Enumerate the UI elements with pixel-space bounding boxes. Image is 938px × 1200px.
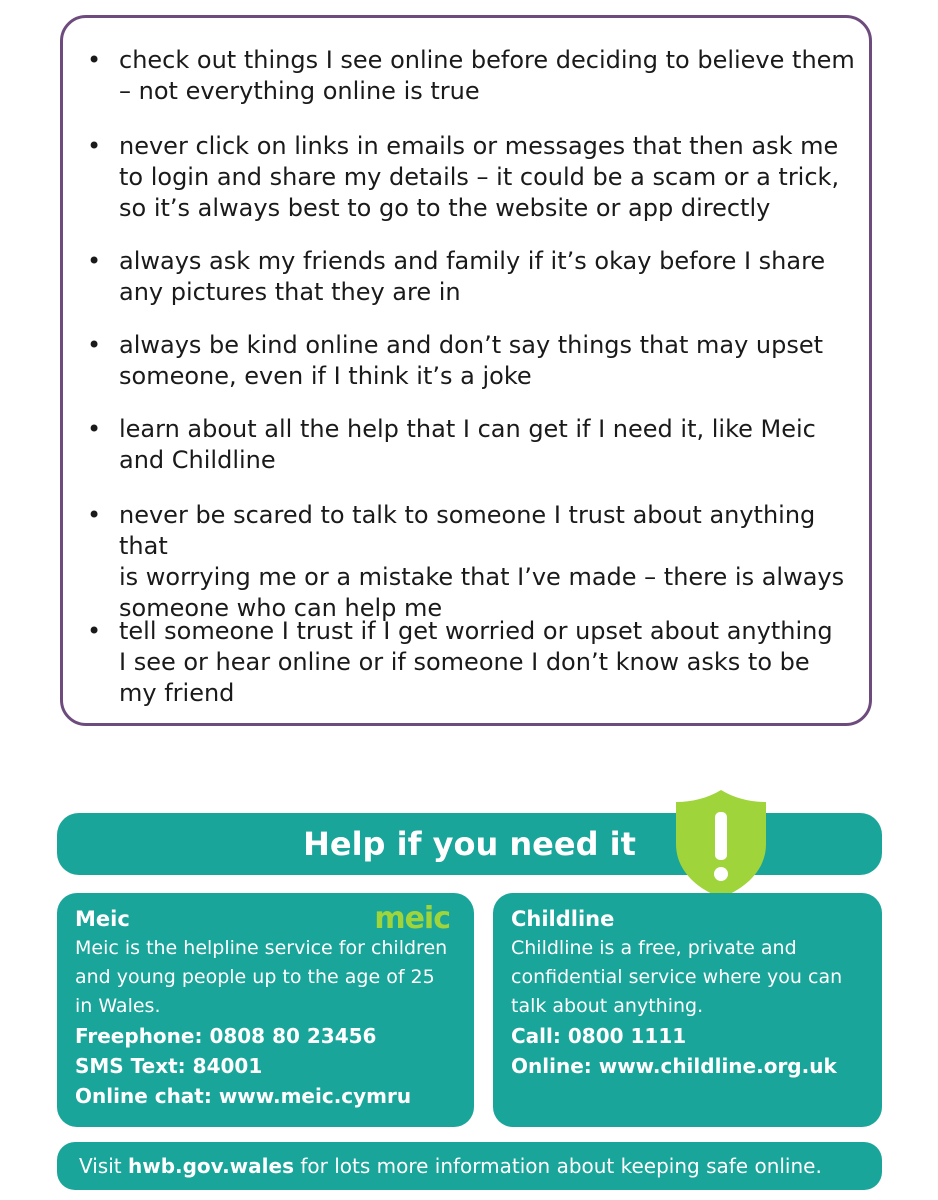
- bullet-icon: •: [87, 617, 102, 645]
- tip-line: and Childline: [119, 446, 276, 474]
- tip-item: [87, 246, 859, 308]
- meic-freephone: Freephone: 0808 80 23456: [75, 1024, 377, 1048]
- tips-box: [60, 15, 872, 726]
- tip-item: [87, 414, 859, 476]
- bullet-icon: •: [87, 331, 102, 359]
- childline-desc-line: talk about anything.: [511, 995, 704, 1017]
- tip-line: is worrying me or a mistake that I’ve made – there is always: [119, 563, 845, 591]
- meic-sms: SMS Text: 84001: [75, 1054, 263, 1078]
- meic-sms-number[interactable]: 84001: [192, 1054, 263, 1078]
- childline-title: Childline: [511, 907, 615, 931]
- tip-item: [87, 330, 859, 392]
- childline-call: Call: 0800 1111: [511, 1024, 687, 1048]
- tip-line: any pictures that they are in: [119, 278, 461, 306]
- tip-line: never click on links in emails or messages that then ask me: [119, 132, 839, 160]
- meic-chat: Online chat: www.meic.cymru: [75, 1084, 412, 1108]
- meic-logo: meic: [374, 901, 450, 936]
- bullet-icon: •: [87, 247, 102, 275]
- meic-desc-line: Meic is the helpline service for children: [75, 937, 448, 959]
- meic-desc-line: in Wales.: [75, 995, 161, 1017]
- shield-exclamation-icon: [672, 788, 770, 900]
- tip-line: someone, even if I think it’s a joke: [119, 362, 532, 390]
- hwb-link[interactable]: hwb.gov.wales: [127, 1154, 294, 1178]
- meic-desc-line: and young people up to the age of 25: [75, 966, 435, 988]
- meic-chat-link[interactable]: www.meic.cymru: [218, 1084, 412, 1108]
- childline-online: Online: www.childline.org.uk: [511, 1054, 837, 1078]
- tip-line: tell someone I trust if I get worried or upset about anything: [119, 617, 833, 645]
- childline-desc-line: confidential service where you can: [511, 966, 843, 988]
- meic-freephone-number[interactable]: 0808 80 23456: [209, 1024, 377, 1048]
- footer-bar: Visit hwb.gov.wales for lots more information about keeping safe online.: [57, 1142, 882, 1190]
- tip-line: learn about all the help that I can get if I need it, like Meic: [119, 415, 816, 443]
- meic-card: [57, 893, 474, 1127]
- bullet-icon: •: [87, 501, 102, 529]
- childline-online-link[interactable]: www.childline.org.uk: [598, 1054, 837, 1078]
- tip-item: [87, 500, 859, 624]
- tip-item: [87, 131, 859, 224]
- childline-desc-line: Childline is a free, private and: [511, 937, 797, 959]
- meic-title: Meic: [75, 907, 130, 931]
- bullet-icon: •: [87, 132, 102, 160]
- tip-line: check out things I see online before deciding to believe them: [119, 46, 855, 74]
- tip-line: to login and share my details – it could be a scam or a trick,: [119, 163, 840, 191]
- tip-line: I see or hear online or if someone I don’t know asks to be: [119, 648, 810, 676]
- childline-call-number[interactable]: 0800 1111: [567, 1024, 687, 1048]
- tip-item: [87, 616, 859, 709]
- bullet-icon: •: [87, 46, 102, 74]
- help-title: Help if you need it: [303, 825, 636, 863]
- tip-line: never be scared to talk to someone I trust about anything that: [119, 501, 816, 560]
- tip-line: my friend: [119, 679, 235, 707]
- bullet-icon: •: [87, 415, 102, 443]
- tip-line: so it’s always best to go to the website or app directly: [119, 194, 771, 222]
- childline-card: [493, 893, 882, 1127]
- tip-line: – not everything online is true: [119, 77, 480, 105]
- tip-line: always ask my friends and family if it’s okay before I share: [119, 247, 826, 275]
- tip-item: [87, 45, 859, 107]
- tip-line: always be kind online and don’t say things that may upset: [119, 331, 824, 359]
- tip-line: someone who can help me: [119, 594, 443, 622]
